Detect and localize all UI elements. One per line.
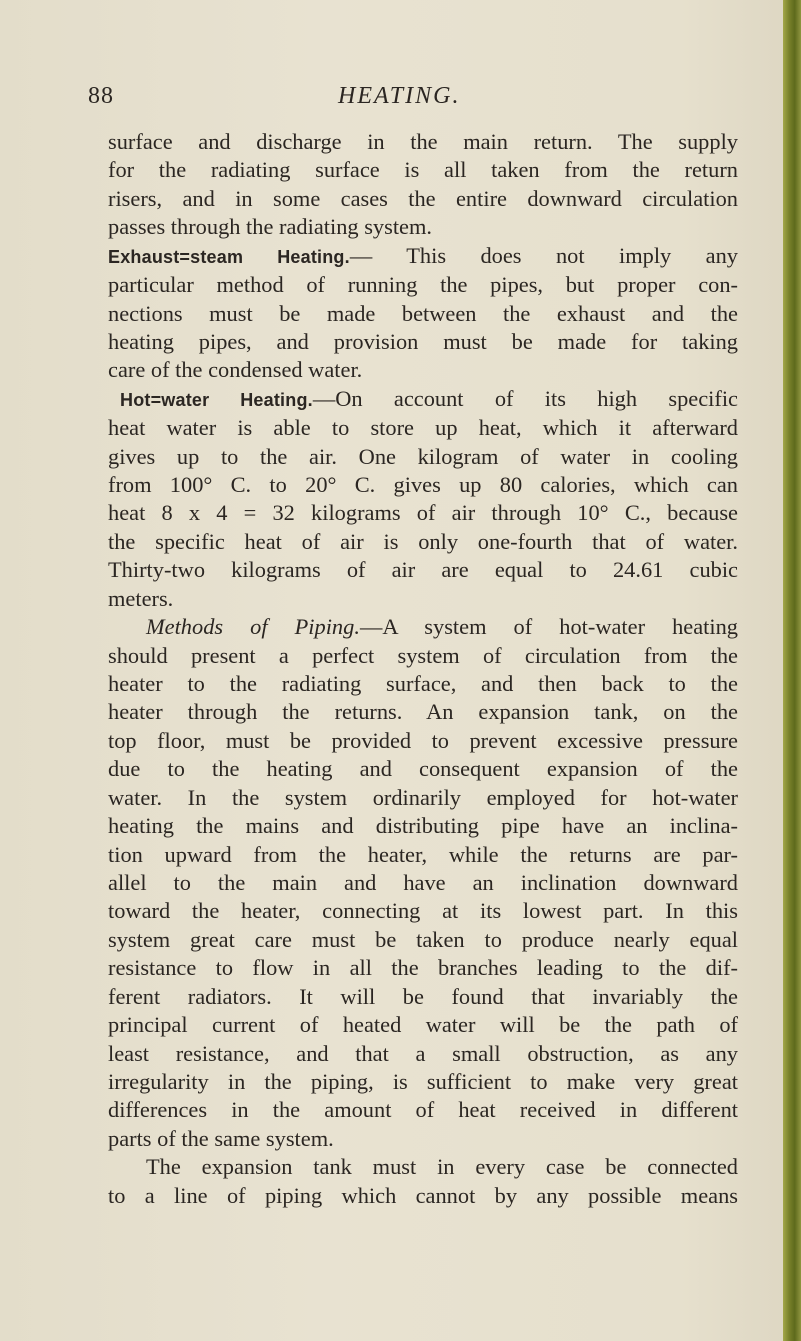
page-number: 88 [88,83,114,109]
paragraph-1 [108,128,738,242]
text-line: parts of the same system. [108,1125,334,1151]
text-line: system great care must be taken to produce nearly equal [108,926,738,952]
text-line: irregularity in the piping, is sufficient to make very great [108,1068,738,1094]
text-line: nections must be made between the exhaust and the [108,300,738,326]
text-line: least resistance, and that a small obstruction, as any [108,1040,738,1066]
text-line [108,385,738,414]
text-line: for the radiating surface is all taken from the return [108,157,738,183]
text-line: passes through the radiating system. [108,214,432,240]
page-binding-edge [783,0,801,1341]
section-heading-methods-of-piping: Methods of Piping. [146,614,360,640]
text-line: tion upward from the heater, while the returns are par- [108,841,738,867]
text-line: gives up to the air. One kilogram of water in cooling [108,443,738,469]
text-line: allel to the main and have an inclination downward [108,869,738,895]
text-line: from 100° C. to 20° C. gives up 80 calories, which can [108,472,738,498]
text-line: The expansion tank must in every case be connected [146,1154,738,1180]
text-line: heating the mains and distributing pipe have an inclina- [108,813,738,839]
paragraph-exhaust-steam [108,242,738,385]
text-line: Thirty-two kilograms of air are equal to 24.61 cubic [108,557,738,583]
section-heading-exhaust-steam: Exhaust=steam Heating. [108,246,350,267]
paragraph-expansion-tank [108,1153,738,1210]
paragraph-methods-of-piping [108,613,738,1153]
text-fragment: —A system of hot-water heating [359,614,738,640]
text-line: ferent radiators. It will be found that invariably the [108,983,738,1009]
text-line: differences in the amount of heat received in different [108,1097,738,1123]
body-text [108,128,738,1210]
text-line: heater to the radiating surface, and then back to the [108,671,738,697]
text-fragment: —On account of its high specific [312,385,738,411]
page-header [88,83,708,113]
text-line: heat water is able to store up heat, which it afterward [108,415,738,441]
section-heading-hot-water: Hot=water Heating. [120,389,313,410]
text-line [108,613,738,641]
text-line [108,242,738,271]
text-line: heating pipes, and provision must be made for taking [108,328,738,354]
text-line: water. In the system ordinarily employed for hot-water [108,784,738,810]
text-line: toward the heater, connecting at its lowest part. In this [108,898,738,924]
text-fragment: — This does not imply any [349,242,738,268]
text-line: surface and discharge in the main return. The supply [108,129,738,154]
text-line: principal current of heated water will be the path of [108,1012,738,1038]
text-line: risers, and in some cases the entire downward circulation [108,185,738,211]
text-line: meters. [108,585,174,611]
text-line: heat 8 x 4 = 32 kilograms of air through 10° C., because [108,500,738,526]
text-line: resistance to flow in all the branches leading to the dif- [108,955,738,981]
text-line: to a line of piping which cannot by any possible means [108,1182,738,1208]
text-line: the specific heat of air is only one-fourth that of water. [108,528,738,554]
text-line: care of the condensed water. [108,357,363,383]
text-line: particular method of running the pipes, but proper con- [108,272,738,298]
text-line: should present a perfect system of circulation from the [108,642,738,668]
text-line: due to the heating and consequent expansion of the [108,756,738,782]
text-line: heater through the returns. An expansion tank, on the [108,699,738,725]
paragraph-hot-water [108,385,738,613]
text-line: top floor, must be provided to prevent excessive pressure [108,727,738,753]
running-head: HEATING. [338,83,461,109]
